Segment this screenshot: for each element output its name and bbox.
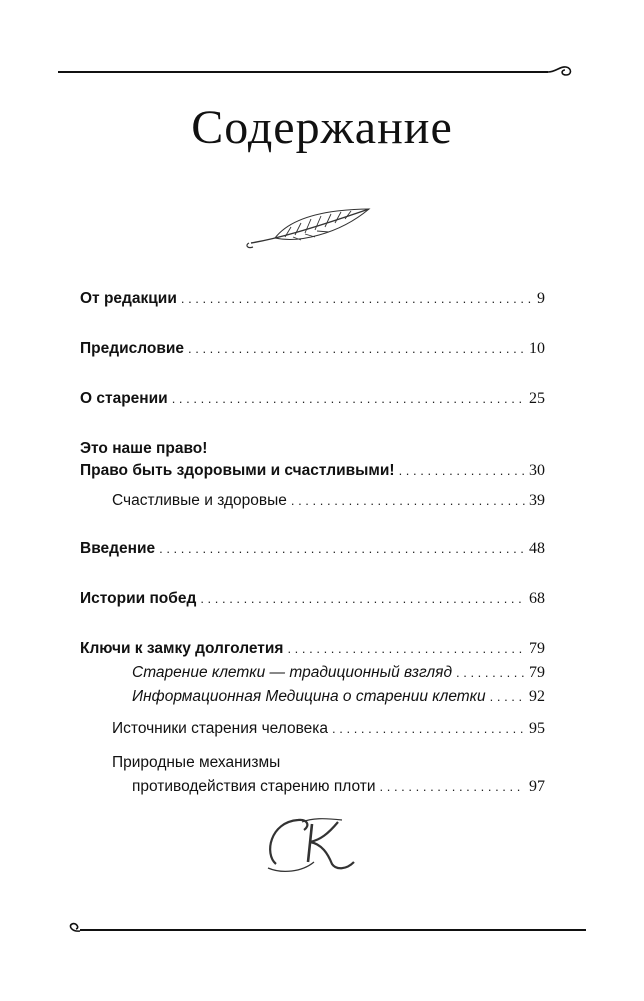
page-title: Содержание: [191, 101, 453, 154]
toc-page-number: 79: [529, 640, 545, 657]
toc-entry[interactable]: [80, 639, 545, 659]
monogram-ornament: [262, 810, 362, 876]
leader-dots: [188, 339, 525, 359]
toc-entry-label: противодействия старению плоти: [132, 778, 376, 795]
toc-page-number: 95: [529, 720, 545, 737]
leader-dots: [181, 289, 533, 309]
toc-entry-label: Ключи к замку долголетия: [80, 640, 284, 657]
leader-dots: [172, 389, 525, 409]
toc-entry[interactable]: [80, 389, 545, 409]
leader-dots: [490, 687, 525, 707]
toc-entry[interactable]: [80, 491, 545, 511]
toc-entry-label: От редакции: [80, 290, 177, 307]
toc-entry-label-line1: Природные механизмы: [112, 754, 281, 771]
toc-page-number: 92: [529, 688, 545, 705]
toc-entry-label: О старении: [80, 390, 168, 407]
bottom-flourish-rule: [0, 918, 644, 942]
toc-page-number: 25: [529, 390, 545, 407]
toc-entry[interactable]: [80, 687, 545, 707]
leader-dots: [200, 589, 525, 609]
toc-entry-label-line1: Это наше право!: [80, 440, 208, 457]
leader-dots: [399, 461, 525, 481]
toc-page-number: 79: [529, 664, 545, 681]
leader-dots: [159, 539, 525, 559]
toc-page-number: 48: [529, 540, 545, 557]
toc-entry[interactable]: [80, 663, 545, 683]
toc-entry-label: Счастливые и здоровые: [112, 492, 287, 509]
toc-entry-label: Введение: [80, 540, 156, 557]
toc-entry[interactable]: [80, 339, 545, 359]
toc-page-number: 30: [529, 462, 545, 479]
toc-entry-label: Источники старения человека: [112, 720, 329, 737]
toc-entry[interactable]: [80, 719, 545, 739]
table-of-contents: [80, 283, 545, 797]
toc-page-number: 68: [529, 590, 545, 607]
top-flourish-rule: [0, 60, 644, 84]
toc-page-number: 97: [529, 778, 545, 795]
feather-icon: [245, 205, 375, 251]
leader-dots: [332, 719, 525, 739]
toc-entry[interactable]: [80, 539, 545, 559]
leader-dots: [456, 663, 525, 683]
toc-entry-label: Информационная Медицина о старении клетки: [132, 688, 486, 705]
toc-entry-label: Предисловие: [80, 340, 185, 357]
toc-entry-label: Право быть здоровыми и счастливыми!: [80, 462, 395, 479]
leader-dots: [287, 639, 525, 659]
toc-entry[interactable]: [80, 461, 545, 481]
toc-page-number: 9: [537, 290, 545, 307]
toc-entry[interactable]: [80, 289, 545, 309]
toc-entry-label: Старение клетки — традиционный взгляд: [132, 664, 453, 681]
toc-entry-label: Истории побед: [80, 590, 197, 607]
toc-page-number: 10: [529, 340, 545, 357]
toc-entry[interactable]: [80, 589, 545, 609]
leader-dots: [291, 491, 525, 511]
toc-entry[interactable]: [80, 777, 545, 797]
leader-dots: [380, 777, 526, 797]
toc-page-number: 39: [529, 492, 545, 509]
